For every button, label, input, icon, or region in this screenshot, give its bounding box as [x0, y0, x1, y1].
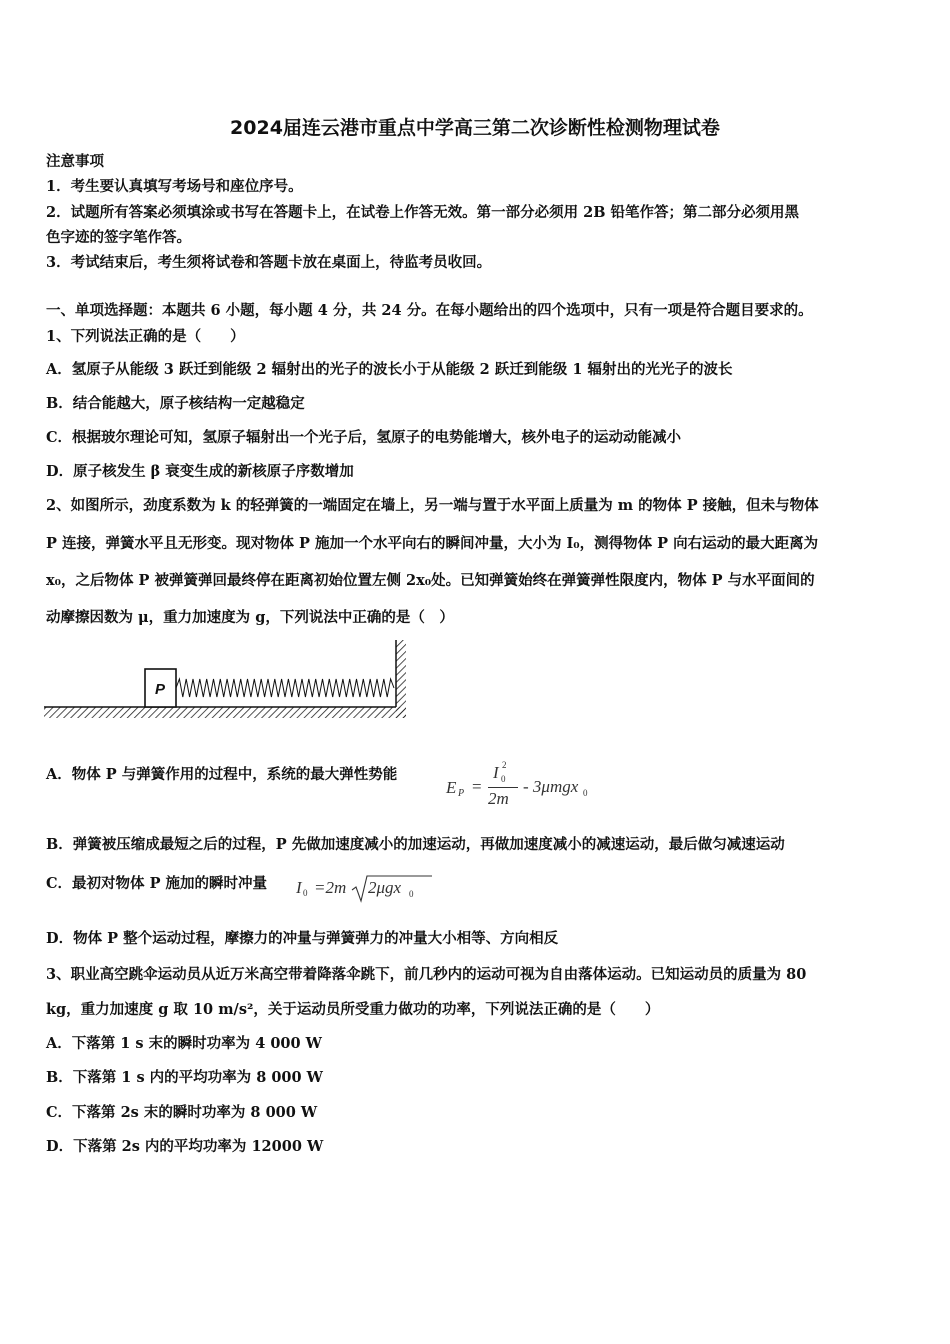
page-title: 2024届连云港市重点中学高三第二次诊断性检测物理试卷 [230, 117, 720, 139]
formula-a [446, 760, 606, 810]
formula-a-frac-bar [488, 787, 518, 788]
q1-stem: 1、下列说法正确的是（ ） [46, 328, 245, 345]
q2-stem-line-2: P 连接，弹簧水平且无形变。现对物体 P 施加一个水平向右的瞬间冲量，大小为 I₀，测得物体 P 向右运动的最大距离为 [46, 535, 819, 552]
wall-hatch [396, 640, 406, 718]
q1-option-c: C．根据玻尔理论可知，氢原子辐射出一个光子后，氢原子的电势能增大，核外电子的运动动能减小 [46, 429, 682, 446]
formula-c-lhs-sub: 0 [303, 888, 308, 898]
notice-item-3: 3．考试结束后，考生须将试卷和答题卡放在桌面上，待监考员收回。 [46, 254, 492, 271]
q3-option-b: B．下落第 1 s 内的平均功率为 8 000 W [46, 1069, 323, 1086]
q2-stem-line-4: 动摩擦因数为 μ，重力加速度为 g，下列说法中正确的是（ ） [46, 609, 454, 626]
formula-a-eq: = [472, 777, 482, 796]
q3-option-a: A．下落第 1 s 末的瞬时功率为 4 000 W [46, 1035, 322, 1052]
notice-item-1: 1．考生要认真填写考场号和座位序号。 [46, 178, 303, 195]
q1-option-d: D．原子核发生 β 衰变生成的新核原子序数增加 [46, 463, 354, 480]
section-heading: 一、单项选择题：本题共 6 小题，每小题 4 分，共 24 分。在每小题给出的四个选项中，只有一项是符合题目要求的。 [46, 302, 813, 319]
ground-hatch [44, 707, 406, 718]
q2-option-b: B．弹簧被压缩成最短之后的过程，P 先做加速度减小的加速运动，再做加速度减小的减速运动，最后做匀减速运动 [46, 836, 785, 853]
formula-c-rad: 2μgx [368, 878, 402, 897]
formula-a-lhs-sub: P [458, 788, 465, 799]
formula-a-rest-sub: 0 [583, 788, 588, 798]
notice-item-2-cont: 色字迹的签字笔作答。 [46, 229, 191, 246]
formula-a-den: 2m [488, 789, 509, 808]
notice-heading: 注意事项 [46, 153, 104, 170]
q3-option-c: C．下落第 2s 末的瞬时功率为 8 000 W [46, 1104, 318, 1121]
q3-stem-line-2: kg，重力加速度 g 取 10 m/s²，关于运动员所受重力做功的功率，下列说法正确的是（ ） [46, 1001, 660, 1018]
formula-a-lhs: E [446, 778, 457, 797]
q2-option-a: A．物体 P 与弹簧作用的过程中，系统的最大弹性势能 [46, 766, 398, 783]
q1-option-b: B．结合能越大，原子核结构一定越稳定 [46, 395, 305, 412]
spring-figure [44, 638, 414, 728]
spring-coil [176, 679, 394, 697]
q2-option-c: C．最初对物体 P 施加的瞬时冲量 [46, 875, 268, 892]
notice-item-2: 2．试题所有答案必须填涂或书写在答题卡上，在试卷上作答无效。第一部分必须用 2B 铅笔作答；第二部分必须用黑 [46, 204, 800, 221]
q2-stem-line-3: x₀，之后物体 P 被弹簧弹回最终停在距离初始位置左侧 2x₀处。已知弹簧始终在弹簧弹性限度内，物体 P 与水平面间的 [46, 572, 815, 589]
q1-option-a: A．氢原子从能级 3 跃迁到能级 2 辐射出的光子的波长小于从能级 2 跃迁到能级 1 辐射出的光光子的波长 [46, 361, 733, 378]
q3-stem-line-1: 3、职业高空跳伞运动员从近万米高空带着降落伞跳下，前几秒内的运动可视为自由落体运动。已知运动员的质量为 80 [46, 966, 807, 983]
formula-a-num-sup: 2 [502, 760, 507, 770]
q3-option-d: D．下落第 2s 内的平均功率为 12000 W [46, 1138, 324, 1155]
formula-c [296, 872, 426, 908]
formula-a-rest: - 3μmgx [523, 777, 579, 796]
formula-c-lhs: I [296, 878, 302, 897]
q2-option-d: D．物体 P 整个运动过程，摩擦力的冲量与弹簧弹力的冲量大小相等、方向相反 [46, 930, 559, 947]
formula-a-num: I [493, 763, 499, 782]
block-p-label: P [154, 681, 166, 698]
formula-a-num-sub: 0 [501, 774, 506, 784]
formula-c-eq: =2m [314, 878, 347, 897]
formula-c-rad-sub: 0 [409, 889, 414, 899]
q2-stem-line-1: 2、如图所示，劲度系数为 k 的轻弹簧的一端固定在墙上，另一端与置于水平面上质量为 m 的物体 P 接触，但未与物体 [46, 497, 819, 514]
